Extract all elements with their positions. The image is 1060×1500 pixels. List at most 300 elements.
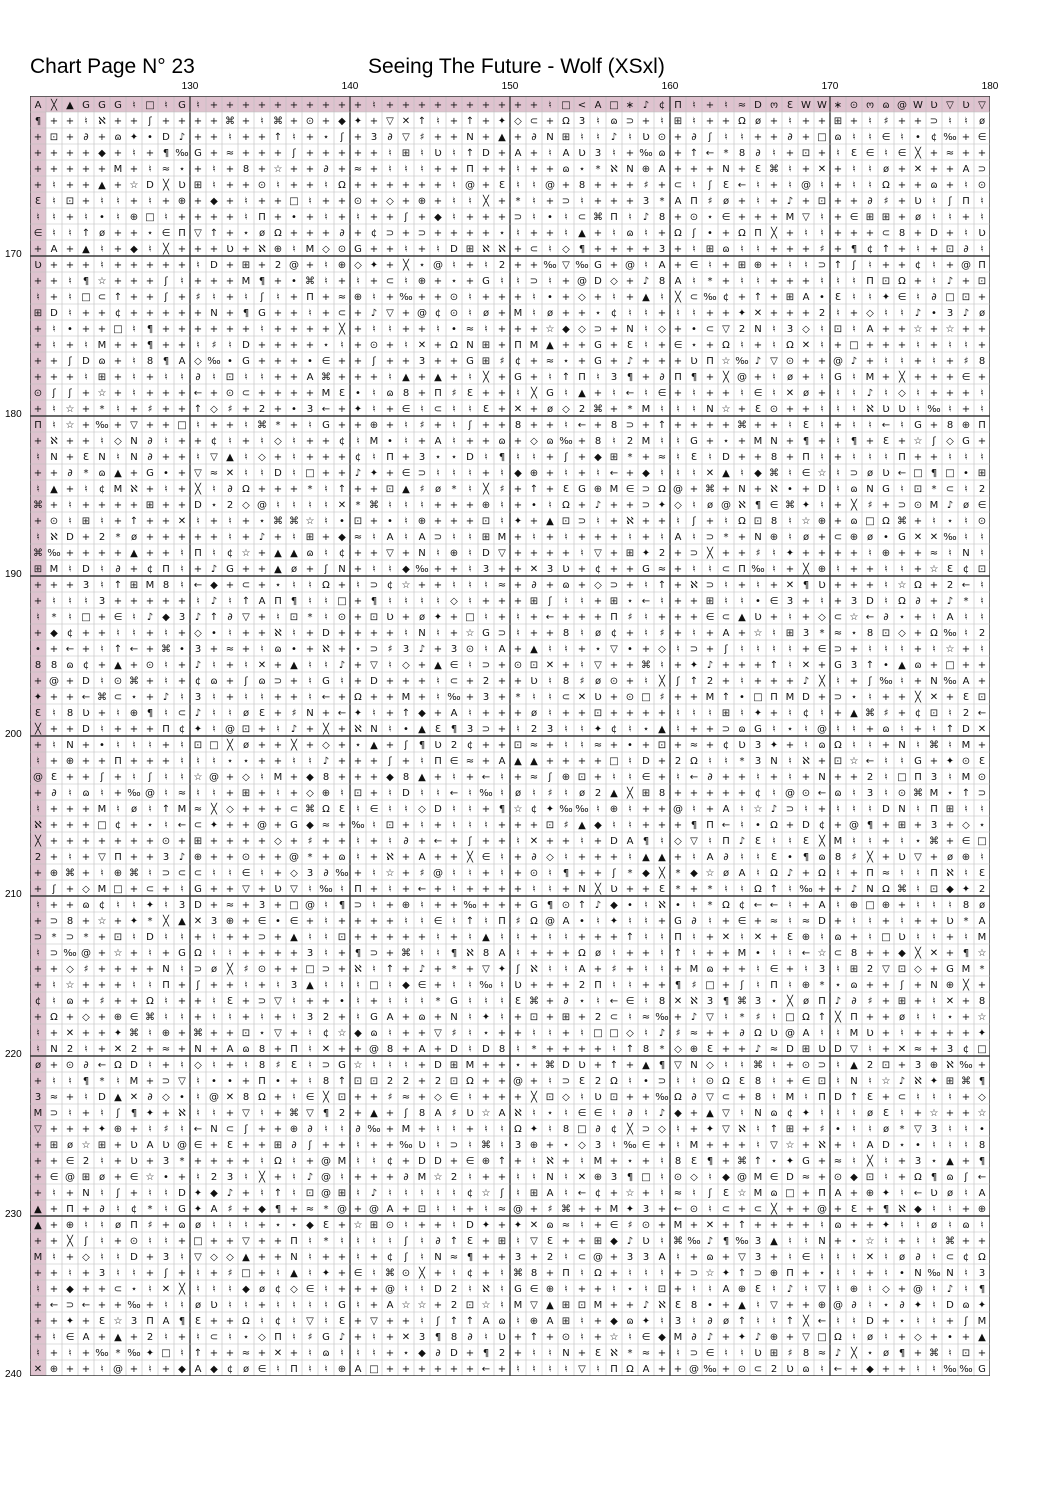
chart-cell-symbol: +: [642, 1188, 650, 1199]
chart-cell-symbol: Ɛ: [883, 1108, 889, 1119]
chart-cell-symbol: +: [194, 132, 202, 143]
chart-cell-symbol: ♮: [68, 596, 72, 607]
chart-cell-symbol: 3: [99, 1268, 105, 1279]
chart-cell-symbol: +: [434, 1220, 442, 1231]
chart-cell-symbol: +: [898, 1060, 906, 1071]
chart-cell-symbol: ♮: [820, 1220, 824, 1231]
chart-cell-symbol: +: [178, 628, 186, 639]
chart-cell-symbol: +: [482, 228, 490, 239]
chart-cell-symbol: ℵ: [738, 1124, 746, 1135]
chart-cell-symbol: +: [82, 1108, 90, 1119]
chart-cell-symbol: □: [817, 1332, 826, 1343]
chart-cell-symbol: N: [66, 740, 73, 751]
chart-cell-symbol: ◆: [306, 772, 314, 783]
chart-cell-symbol: +: [226, 884, 234, 895]
chart-cell-symbol: ✦: [546, 804, 554, 815]
chart-cell-symbol: M: [514, 308, 523, 319]
chart-cell-symbol: ←: [66, 644, 74, 655]
chart-cell-symbol: ♮: [276, 724, 280, 735]
chart-cell-symbol: +: [498, 708, 506, 719]
chart-cell-symbol: ▲: [978, 1332, 986, 1343]
chart-cell-symbol: +: [82, 148, 90, 159]
chart-cell-symbol: •: [163, 1172, 169, 1183]
chart-cell-symbol: ♮: [580, 132, 584, 143]
chart-cell-symbol: Ɛ: [435, 724, 441, 735]
chart-cell-symbol: ¶: [707, 1156, 713, 1167]
chart-cell-symbol: +: [354, 756, 362, 767]
chart-cell-symbol: G: [482, 276, 490, 287]
chart-cell-symbol: ¢: [211, 436, 217, 447]
chart-cell-symbol: ☆: [98, 276, 107, 287]
chart-cell-symbol: ℵ: [258, 244, 266, 255]
chart-cell-symbol: ╳: [466, 850, 474, 863]
chart-cell-symbol: ♮: [68, 612, 72, 623]
chart-cell-symbol: ✕: [786, 388, 794, 399]
chart-cell-symbol: ✦: [978, 1028, 986, 1039]
chart-cell-symbol: Π: [674, 372, 682, 383]
chart-cell-symbol: ♮: [884, 596, 888, 607]
chart-cell-symbol: ♮: [836, 388, 840, 399]
chart-cell-symbol: ♯: [228, 1204, 233, 1215]
chart-cell-symbol: +: [914, 276, 922, 287]
chart-cell-symbol: +: [722, 276, 730, 287]
chart-cell-symbol: +: [146, 692, 154, 703]
chart-cell-symbol: +: [770, 420, 778, 431]
chart-cell-symbol: ⌘: [305, 804, 315, 815]
chart-cell-symbol: +: [482, 436, 490, 447]
chart-cell-symbol: ʃ: [467, 420, 472, 431]
chart-cell-symbol: +: [882, 916, 890, 927]
chart-cell-symbol: Π: [434, 756, 442, 767]
chart-cell-symbol: +: [754, 372, 762, 383]
chart-cell-symbol: D: [930, 228, 938, 239]
chart-cell-symbol: Ω: [898, 276, 906, 287]
chart-cell-symbol: A: [515, 148, 522, 159]
chart-cell-symbol: ⊂: [434, 404, 442, 415]
chart-cell-symbol: 2: [739, 324, 745, 335]
chart-cell-symbol: +: [722, 788, 730, 799]
chart-cell-symbol: +: [290, 100, 298, 111]
chart-cell-symbol: ♮: [868, 836, 872, 847]
chart-cell-symbol: ʃ: [51, 884, 56, 895]
chart-cell-symbol: ←: [322, 404, 330, 415]
chart-cell-symbol: ℵ: [130, 484, 138, 495]
chart-cell-symbol: ¶: [371, 596, 377, 607]
chart-cell-symbol: ♮: [276, 180, 280, 191]
chart-cell-symbol: ⋆: [643, 724, 649, 735]
chart-cell-symbol: ♮: [852, 724, 856, 735]
chart-cell-symbol: ♮: [532, 692, 536, 703]
chart-cell-symbol: ♮: [276, 1268, 280, 1279]
chart-cell-symbol: ‰: [335, 868, 348, 879]
chart-cell-symbol: ≈: [354, 164, 362, 175]
chart-cell-symbol: +: [162, 420, 170, 431]
chart-cell-symbol: ♮: [580, 628, 584, 639]
chart-cell-symbol: ø: [915, 212, 921, 223]
chart-cell-symbol: +: [402, 1156, 410, 1167]
chart-cell-symbol: +: [594, 964, 602, 975]
chart-cell-symbol: •: [147, 132, 153, 143]
chart-cell-symbol: ⌘: [673, 1236, 683, 1247]
chart-cell-symbol: +: [338, 356, 346, 367]
chart-cell-symbol: ☆: [978, 1108, 987, 1119]
chart-cell-symbol: ⊕: [274, 244, 282, 255]
chart-cell-symbol: +: [34, 788, 42, 799]
chart-cell-symbol: ♮: [420, 900, 424, 911]
chart-cell-symbol: ¶: [179, 1316, 185, 1327]
chart-cell-symbol: ✕: [706, 468, 714, 479]
chart-cell-symbol: ∈: [402, 468, 411, 479]
chart-cell-symbol: +: [546, 228, 554, 239]
chart-cell-symbol: +: [802, 1124, 810, 1135]
chart-cell-symbol: +: [482, 420, 490, 431]
chart-cell-symbol: ∈: [482, 852, 491, 863]
chart-cell-symbol: ♮: [388, 564, 392, 575]
chart-cell-symbol: +: [530, 548, 538, 559]
chart-cell-symbol: +: [418, 436, 426, 447]
chart-cell-symbol: ♮: [932, 1092, 936, 1103]
chart-cell-symbol: +: [434, 580, 442, 591]
chart-cell-symbol: +: [898, 180, 906, 191]
chart-cell-symbol: ⊙: [562, 900, 570, 911]
chart-cell-symbol: ♮: [676, 1140, 680, 1151]
chart-cell-symbol: +: [50, 1060, 58, 1071]
chart-cell-symbol: ∂: [563, 996, 568, 1007]
chart-cell-symbol: +: [162, 452, 170, 463]
chart-cell-symbol: ⌘: [257, 420, 267, 431]
chart-cell-symbol: ⊃: [514, 212, 522, 223]
chart-cell-symbol: ɷ: [98, 468, 105, 479]
chart-cell-symbol: ♮: [772, 324, 776, 335]
chart-cell-symbol: Π: [722, 836, 730, 847]
chart-cell-symbol: ♮: [772, 948, 776, 959]
chart-cell-symbol: ✕: [930, 948, 938, 959]
chart-cell-symbol: ◆: [594, 452, 602, 463]
chart-cell-symbol: ♮: [340, 884, 344, 895]
chart-cell-symbol: +: [834, 708, 842, 719]
row-tick-label: 180: [5, 409, 22, 421]
chart-cell-symbol: ≈: [530, 772, 538, 783]
chart-cell-symbol: 2: [339, 1108, 345, 1119]
chart-cell-symbol: +: [434, 1300, 442, 1311]
chart-cell-symbol: ℵ: [482, 1284, 490, 1295]
chart-cell-symbol: ɷ: [338, 852, 345, 863]
chart-cell-symbol: *: [676, 884, 681, 895]
chart-cell-symbol: +: [818, 1156, 826, 1167]
chart-cell-symbol: Ʋ: [946, 916, 953, 927]
chart-cell-symbol: *: [308, 612, 313, 623]
chart-cell-symbol: +: [626, 276, 634, 287]
chart-cell-symbol: Ʋ: [642, 1236, 649, 1247]
chart-cell-symbol: ♮: [740, 1060, 744, 1071]
chart-cell-symbol: +: [674, 132, 682, 143]
chart-cell-symbol: @: [257, 820, 267, 831]
chart-cell-symbol: +: [562, 308, 570, 319]
chart-cell-symbol: ⋆: [947, 1012, 953, 1023]
chart-cell-symbol: ♮: [132, 612, 136, 623]
chart-cell-symbol: +: [82, 820, 90, 831]
chart-cell-symbol: +: [50, 1316, 58, 1327]
chart-cell-symbol: +: [754, 212, 762, 223]
chart-cell-symbol: +: [626, 468, 634, 479]
chart-cell-symbol: ♮: [964, 1140, 968, 1151]
chart-cell-symbol: ⊂: [178, 708, 186, 719]
chart-cell-symbol: G: [482, 628, 490, 639]
chart-cell-symbol: ♮: [276, 612, 280, 623]
chart-cell-symbol: ♮: [740, 644, 744, 655]
chart-cell-symbol: +: [738, 164, 746, 175]
chart-cell-symbol: @: [417, 308, 427, 319]
chart-cell-symbol: ♮: [340, 1348, 344, 1359]
chart-cell-symbol: ♮: [356, 1188, 360, 1199]
chart-cell-symbol: ♮: [372, 564, 376, 575]
chart-cell-symbol: +: [450, 372, 458, 383]
chart-cell-symbol: ♮: [452, 868, 456, 879]
chart-cell-symbol: ⋆: [723, 436, 729, 447]
chart-cell-symbol: G: [546, 388, 554, 399]
chart-cell-symbol: +: [130, 596, 138, 607]
chart-cell-symbol: +: [338, 468, 346, 479]
chart-cell-symbol: ♮: [212, 1220, 216, 1231]
chart-cell-symbol: Ʋ: [914, 196, 921, 207]
chart-cell-symbol: ⊃: [978, 164, 986, 175]
chart-cell-symbol: 2: [67, 1044, 73, 1055]
chart-cell-symbol: +: [626, 884, 634, 895]
chart-cell-symbol: +: [434, 100, 442, 111]
chart-cell-symbol: G: [178, 948, 186, 959]
chart-cell-symbol: ♮: [164, 788, 168, 799]
chart-cell-symbol: ¢: [931, 132, 937, 143]
chart-cell-symbol: +: [98, 164, 106, 175]
chart-cell-symbol: N: [306, 708, 313, 719]
chart-cell-symbol: ♮: [548, 932, 552, 943]
chart-cell-symbol: ¶: [499, 804, 505, 815]
chart-cell-symbol: +: [498, 148, 506, 159]
chart-cell-symbol: ʃ: [115, 1108, 120, 1119]
chart-cell-symbol: ♮: [148, 244, 152, 255]
chart-cell-symbol: ♮: [84, 596, 88, 607]
chart-cell-symbol: ø: [979, 900, 985, 911]
chart-cell-symbol: +: [322, 228, 330, 239]
chart-cell-symbol: ♮: [260, 772, 264, 783]
chart-cell-symbol: ♮: [868, 740, 872, 751]
chart-cell-symbol: +: [370, 244, 378, 255]
chart-cell-symbol: ◇: [274, 836, 282, 847]
chart-cell-symbol: +: [130, 1332, 138, 1343]
chart-cell-symbol: +: [130, 724, 138, 735]
chart-cell-symbol: N: [434, 1252, 441, 1263]
chart-cell-symbol: □: [337, 596, 346, 607]
chart-cell-symbol: ⊡: [930, 884, 938, 895]
chart-cell-symbol: •: [627, 644, 633, 655]
chart-cell-symbol: +: [690, 1220, 698, 1231]
chart-cell-symbol: +: [162, 340, 170, 351]
chart-cell-symbol: •: [915, 1140, 921, 1151]
chart-cell-symbol: ↑: [770, 884, 778, 895]
chart-cell-symbol: Ɛ: [627, 340, 633, 351]
chart-cell-symbol: ⊙: [978, 772, 986, 783]
chart-cell-symbol: +: [242, 244, 250, 255]
chart-cell-symbol: ∈: [690, 260, 699, 271]
chart-cell-symbol: ⋆: [883, 1300, 889, 1311]
chart-cell-symbol: ≈: [50, 1092, 58, 1103]
chart-cell-symbol: +: [50, 260, 58, 271]
chart-cell-symbol: ♮: [788, 756, 792, 767]
chart-cell-symbol: D: [882, 804, 890, 815]
chart-cell-symbol: ↑: [722, 692, 730, 703]
chart-cell-symbol: 3: [755, 1236, 761, 1247]
chart-cell-symbol: ♮: [772, 372, 776, 383]
chart-cell-symbol: +: [50, 580, 58, 591]
chart-cell-symbol: ⊂: [338, 308, 346, 319]
chart-cell-symbol: ♮: [788, 164, 792, 175]
chart-cell-symbol: +: [130, 948, 138, 959]
chart-cell-symbol: ♯: [276, 1060, 281, 1071]
chart-cell-symbol: D: [322, 628, 330, 639]
chart-cell-symbol: A: [499, 948, 506, 959]
chart-cell-symbol: ⊞: [82, 516, 90, 527]
chart-cell-symbol: ✕: [34, 1364, 42, 1375]
chart-cell-symbol: ♮: [868, 916, 872, 927]
chart-cell-symbol: ♯: [500, 484, 505, 495]
chart-cell-symbol: +: [802, 356, 810, 367]
chart-cell-symbol: +: [226, 660, 234, 671]
chart-cell-symbol: +: [178, 1268, 186, 1279]
chart-cell-symbol: ╳: [34, 722, 42, 735]
chart-cell-symbol: +: [962, 1028, 970, 1039]
chart-cell-symbol: ♮: [916, 1364, 920, 1375]
chart-cell-symbol: +: [514, 292, 522, 303]
chart-cell-symbol: ♮: [372, 1060, 376, 1071]
chart-cell-symbol: ♮: [788, 644, 792, 655]
chart-cell-symbol: N: [578, 884, 585, 895]
chart-cell-symbol: +: [786, 820, 794, 831]
chart-cell-symbol: ø: [723, 196, 729, 207]
chart-cell-symbol: ↑: [402, 708, 410, 719]
chart-cell-symbol: +: [258, 1300, 266, 1311]
chart-cell-symbol: 3: [307, 1012, 313, 1023]
chart-cell-symbol: +: [546, 468, 554, 479]
chart-cell-symbol: ‰: [47, 548, 60, 559]
chart-cell-symbol: Ω: [754, 1028, 762, 1039]
chart-cell-symbol: ▽: [242, 884, 250, 895]
chart-cell-symbol: ø: [899, 1012, 905, 1023]
chart-cell-symbol: +: [114, 244, 122, 255]
chart-cell-symbol: D: [866, 1316, 874, 1327]
chart-cell-symbol: ▽: [706, 1012, 714, 1023]
chart-cell-symbol: ⊞: [866, 212, 874, 223]
chart-cell-symbol: +: [722, 660, 730, 671]
chart-cell-symbol: +: [978, 1348, 986, 1359]
chart-cell-symbol: *: [516, 196, 521, 207]
chart-cell-symbol: ɷ: [370, 1028, 377, 1039]
chart-cell-symbol: +: [82, 388, 90, 399]
chart-cell-symbol: ⊞: [642, 788, 650, 799]
chart-cell-symbol: ♮: [452, 404, 456, 415]
chart-cell-symbol: Π: [34, 420, 42, 431]
chart-cell-symbol: +: [594, 1204, 602, 1215]
chart-cell-symbol: 8: [35, 660, 41, 671]
chart-cell-symbol: ♮: [660, 948, 664, 959]
chart-cell-symbol: ⊙: [354, 196, 362, 207]
chart-cell-symbol: +: [130, 196, 138, 207]
chart-cell-symbol: ♮: [372, 1156, 376, 1167]
chart-cell-symbol: +: [514, 1348, 522, 1359]
chart-cell-symbol: +: [914, 180, 922, 191]
chart-cell-symbol: N: [898, 804, 905, 815]
chart-cell-symbol: 2: [579, 404, 585, 415]
chart-cell-symbol: @: [81, 948, 91, 959]
chart-cell-symbol: ≈: [354, 532, 362, 543]
chart-cell-symbol: □: [241, 1268, 250, 1279]
chart-cell-symbol: @: [465, 180, 475, 191]
chart-cell-symbol: Ɛ: [835, 292, 841, 303]
chart-cell-symbol: ☆: [98, 388, 107, 399]
chart-cell-symbol: +: [450, 628, 458, 639]
chart-cell-symbol: +: [706, 932, 714, 943]
chart-cell-symbol: Ʋ: [162, 1140, 169, 1151]
chart-cell-symbol: D: [466, 452, 474, 463]
chart-cell-symbol: +: [642, 420, 650, 431]
chart-cell-symbol: +: [418, 324, 426, 335]
chart-cell-symbol: 2: [499, 260, 505, 271]
chart-cell-symbol: ♪: [643, 212, 649, 223]
chart-cell-symbol: +: [578, 532, 586, 543]
chart-cell-symbol: ♮: [324, 660, 328, 671]
chart-cell-symbol: +: [626, 676, 634, 687]
chart-cell-symbol: •: [163, 468, 169, 479]
chart-cell-symbol: ♮: [964, 340, 968, 351]
chart-cell-symbol: ◆: [722, 1172, 730, 1183]
chart-cell-symbol: +: [738, 452, 746, 463]
chart-cell-symbol: +: [226, 228, 234, 239]
chart-cell-symbol: ♮: [628, 308, 632, 319]
chart-cell-symbol: ▲: [546, 516, 554, 527]
chart-cell-symbol: +: [818, 884, 826, 895]
chart-cell-symbol: +: [722, 1364, 730, 1375]
chart-cell-symbol: +: [210, 420, 218, 431]
chart-cell-symbol: Π: [674, 932, 682, 943]
chart-cell-symbol: Π: [754, 228, 762, 239]
chart-cell-symbol: ⊡: [898, 964, 906, 975]
chart-cell-symbol: 3: [787, 324, 793, 335]
chart-cell-symbol: +: [482, 100, 490, 111]
chart-cell-symbol: ♮: [788, 836, 792, 847]
chart-cell-symbol: Ɛ: [595, 1348, 601, 1359]
chart-cell-symbol: ⊞: [98, 372, 106, 383]
chart-cell-symbol: ♮: [404, 516, 408, 527]
chart-cell-symbol: ▽: [386, 116, 394, 127]
chart-cell-symbol: ∈: [66, 1332, 75, 1343]
chart-cell-symbol: ♮: [612, 148, 616, 159]
chart-cell-symbol: +: [978, 436, 986, 447]
chart-cell-symbol: +: [418, 212, 426, 223]
chart-cell-symbol: +: [818, 148, 826, 159]
chart-cell-symbol: ♮: [564, 644, 568, 655]
chart-cell-symbol: ⊞: [482, 340, 490, 351]
chart-cell-symbol: ♮: [596, 804, 600, 815]
chart-cell-symbol: +: [530, 260, 538, 271]
chart-cell-symbol: +: [834, 244, 842, 255]
chart-cell-symbol: •: [291, 644, 297, 655]
chart-cell-symbol: +: [98, 980, 106, 991]
chart-cell-symbol: +: [626, 1092, 634, 1103]
chart-cell-symbol: +: [226, 676, 234, 687]
chart-cell-symbol: +: [914, 452, 922, 463]
chart-cell-symbol: ⌘: [145, 1012, 155, 1023]
chart-cell-symbol: +: [354, 772, 362, 783]
chart-cell-symbol: ♮: [452, 436, 456, 447]
